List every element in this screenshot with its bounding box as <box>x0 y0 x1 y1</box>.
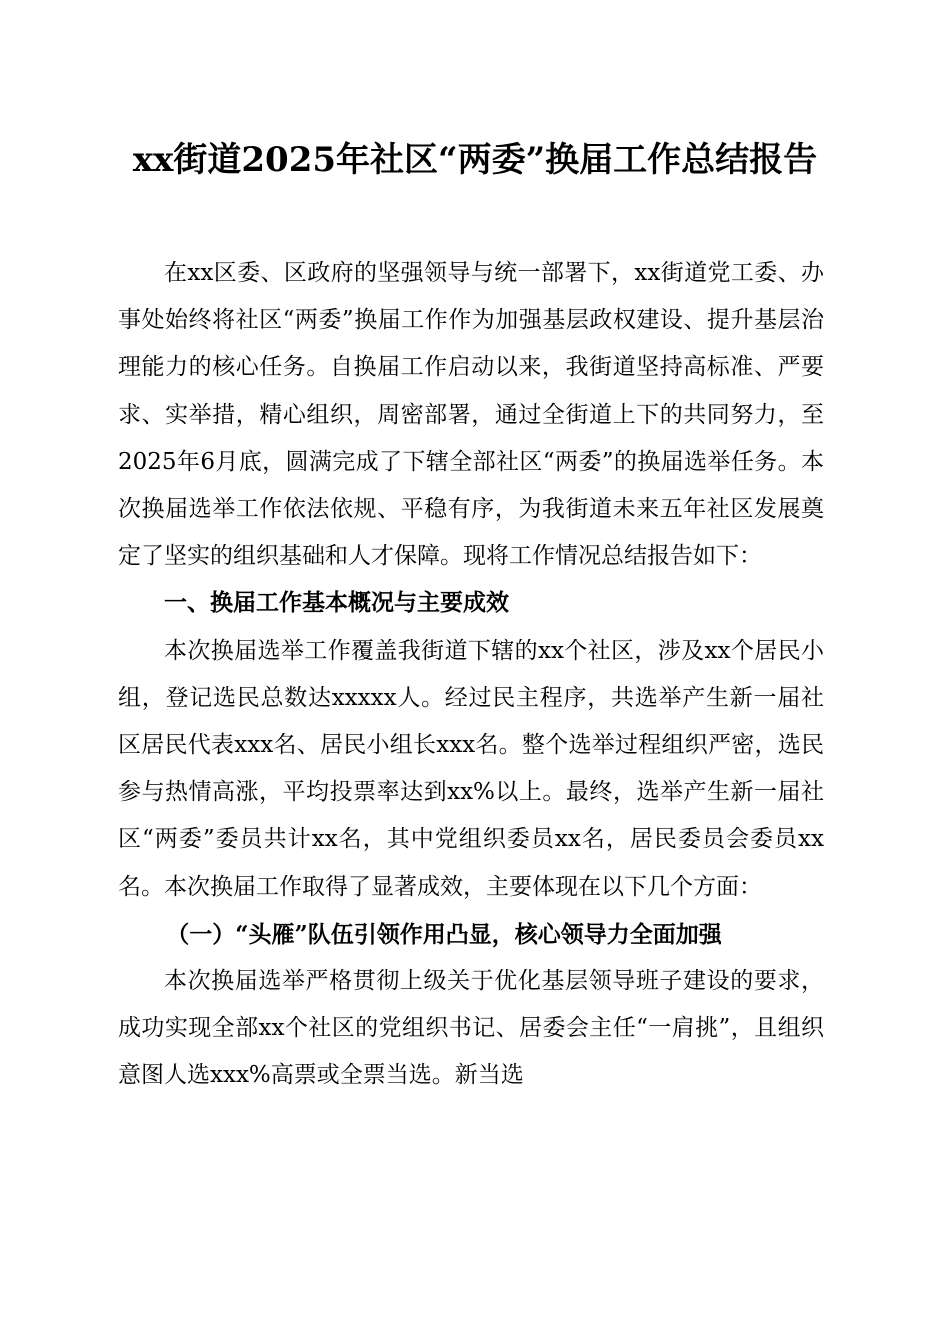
document-title: xx街道2025年社区“两委”换届工作总结报告 <box>132 140 818 180</box>
intro-paragraph: 在xx区委、区政府的坚强领导与统一部署下，xx街道党工委、办事处始终将社区“两委”换届工作作为加强基层政权建设、提升基层治理能力的核心任务。自换届工作启动以来，我街道坚持高标准、严要求、实举措，精心组织，周密部署，通过全街道上下的共同努力，至2025年6月底，圆满完成了下辖全部社区“两委”的换届选举任务。本次换届选举工作依法依规、平稳有序，为我街道未来五年社区发展奠定了坚实的组织基础和人才保障。现将工作情况总结报告如下： <box>118 260 824 570</box>
document-body <box>118 250 824 1100</box>
overview-paragraph: 本次换届选举工作覆盖我街道下辖的xx个社区，涉及xx个居民小组，登记选民总数达xxxxx人。经过民主程序，共选举产生新一届社区居民代表xxx名、居民小组长xxx名。整个选举过程组织严密，选民参与热情高涨，平均投票率达到xx%以上。最终，选举产生新一届社区“两委”委员共计xx名，其中党组织委员xx名，居民委员会委员xx名。本次换届工作取得了显著成效，主要体现在以下几个方面： <box>118 637 824 900</box>
subsection-heading: （一）“头雁”队伍引领作用凸显，核心领导力全面加强 <box>166 920 722 948</box>
leadership-paragraph: 本次换届选举严格贯彻上级关于优化基层领导班子建设的要求，成功实现全部xx个社区的党组织书记、居委会主任“一肩挑”，且组织意图人选xxx%高票或全票当选。新当选 <box>118 968 824 1089</box>
section-heading: 一、换届工作基本概况与主要成效 <box>164 590 509 617</box>
